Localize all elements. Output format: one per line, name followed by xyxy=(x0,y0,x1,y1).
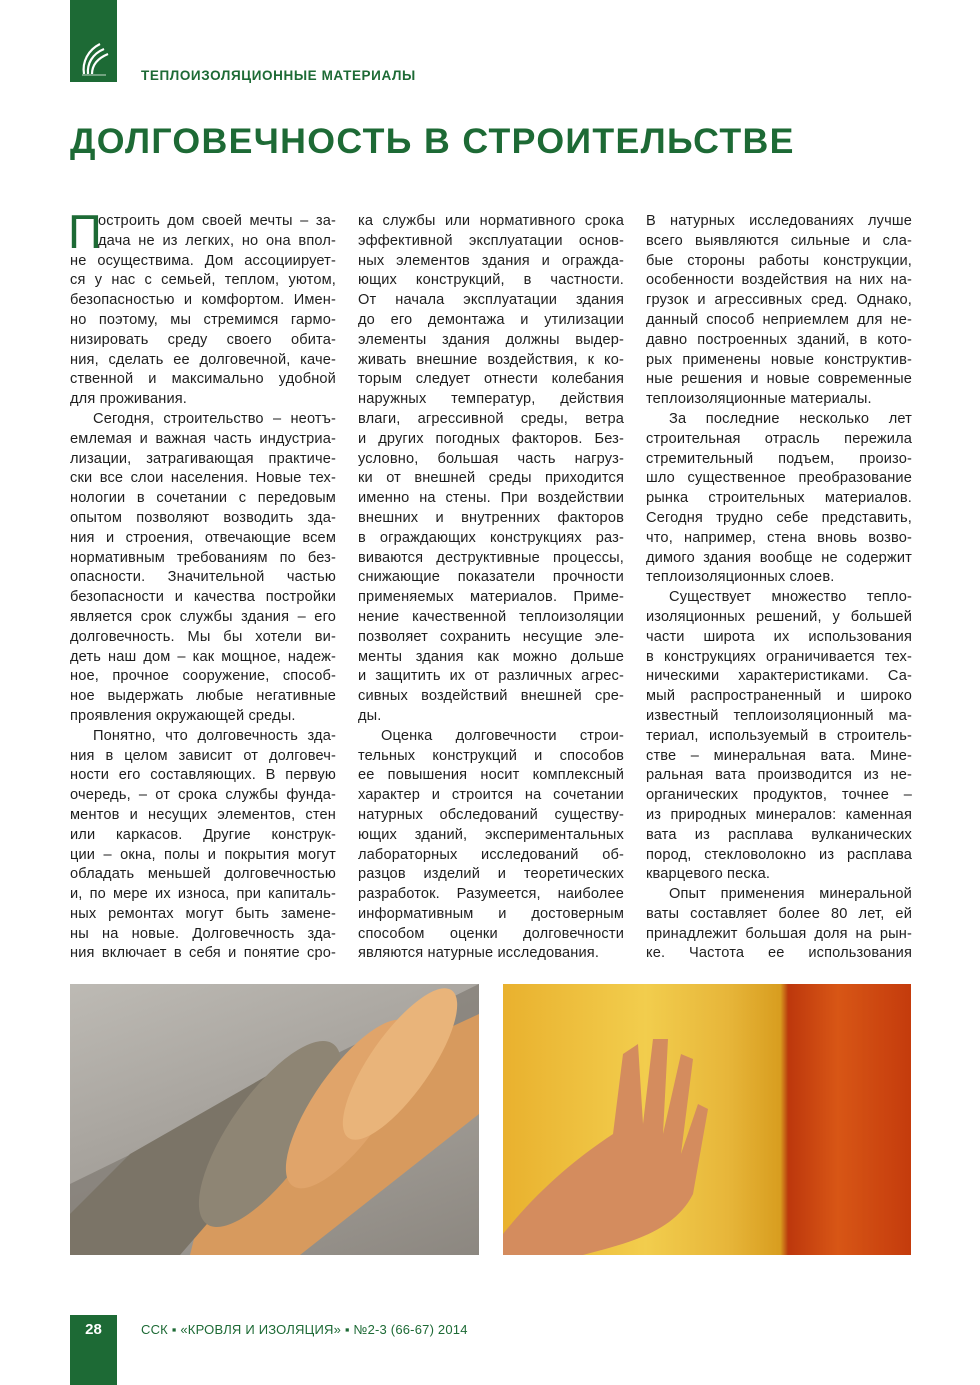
text-line: проявления окружающей среды. xyxy=(70,707,296,724)
text-line: ментов и несущих элементов, стен xyxy=(70,806,336,823)
text-line: принадлежит большая доля на рын- xyxy=(646,925,912,942)
text-line: ральная вата производится из не- xyxy=(646,767,912,784)
text-line: опытом позволяют возводить зда- xyxy=(70,509,336,526)
text-line: живать внешние воздействия, к ко- xyxy=(358,351,624,368)
paragraph xyxy=(646,410,912,588)
text-line: пород, стекловолокно из расплава xyxy=(646,846,912,863)
section-label: ТЕПЛОИЗОЛЯЦИОННЫЕ МАТЕРИАЛЫ xyxy=(141,68,416,83)
text-line: Опыт применения минеральной xyxy=(669,886,912,903)
text-line: ющих конструкций, в частности. xyxy=(358,272,624,289)
text-line: давно построенных зданий, в кото- xyxy=(646,331,912,348)
text-line: данный способ неприемлем для не- xyxy=(646,311,912,328)
text-line: стве – минеральная вата. Мине- xyxy=(646,747,912,764)
text-line: остроить дом своей мечты – за- xyxy=(98,213,336,229)
text-line: За последние несколько лет xyxy=(669,410,912,427)
text-line: рых применены новые конструктив- xyxy=(646,351,912,368)
text-line: особенности воздействия на них на- xyxy=(646,272,912,289)
text-line: бые стороны работы конструкции, xyxy=(646,252,912,269)
text-line: органических продуктов, точнее – xyxy=(646,787,912,804)
text-line: сивных воздействий внешней сре- xyxy=(358,688,624,705)
text-line: натурных обследований существу- xyxy=(358,806,624,823)
text-line: емлемая и важная часть индустриа- xyxy=(70,430,336,447)
text-line: кварцевого песка. xyxy=(646,866,771,883)
text-line: дача не из легких, но она впол- xyxy=(98,232,336,249)
text-line: ды. xyxy=(358,707,382,724)
paragraph xyxy=(70,727,336,965)
publication-footer: ССК ▪ «КРОВЛЯ И ИЗОЛЯЦИЯ» ▪ №2-3 (66-67) 2014 xyxy=(141,1322,468,1337)
text-line: информативным и достоверным xyxy=(358,905,624,922)
footer-green-block xyxy=(70,1315,117,1385)
header-green-block xyxy=(70,0,117,82)
text-line: менты здания как можно дольше xyxy=(358,648,624,665)
text-line: теплоизоляционные материалы. xyxy=(646,391,872,408)
text-line: ваты составляет более 80 лет, ей xyxy=(646,905,912,922)
text-line: ности его составляющих. В первую xyxy=(70,767,336,784)
paragraph xyxy=(358,727,624,965)
text-line: димого здания вообще не содержит xyxy=(646,549,912,566)
text-line: вата из расплава вулканических xyxy=(646,826,912,843)
text-line: Понятно, что долговечность зда- xyxy=(93,727,336,744)
text-line: позволяет сохранить несущие эле- xyxy=(358,628,624,645)
text-line: ся у нас с семьей, теплом, уютом, xyxy=(70,272,336,289)
text-line: части широта их использования xyxy=(646,628,912,645)
text-line: снижающие показатели прочности xyxy=(358,569,624,586)
text-line: ка службы или нормативного срока xyxy=(358,213,624,229)
text-line: нение качественной теплоизоляции xyxy=(358,608,624,625)
text-line: ственной и максимально удобной xyxy=(70,371,336,388)
text-line: и защитить их от различных агрес- xyxy=(358,668,624,685)
text-line: ническими характеристиками. Са- xyxy=(646,668,912,685)
text-line: внешних и внутренних факторов xyxy=(358,509,624,526)
text-line: из природных минералов: каменная xyxy=(646,806,912,823)
text-line: безопасности и качества постройки xyxy=(70,589,336,606)
article-title: ДОЛГОВЕЧНОСТЬ В СТРОИТЕЛЬСТВЕ xyxy=(70,122,795,161)
text-line: ных элементов здания и огражда- xyxy=(358,252,624,269)
text-line: условно, большая часть нагруз- xyxy=(358,450,624,467)
paragraph xyxy=(70,410,336,727)
text-line: ны на новые. Долговечность зда- xyxy=(70,925,336,942)
text-line: ния включает в себя и понятие сро- xyxy=(70,945,336,962)
text-line: лабораторных исследований об- xyxy=(358,846,624,863)
text-line: влаги, агрессивной среды, ветра xyxy=(358,410,624,427)
text-line: известный теплоизоляционный ма- xyxy=(646,707,912,724)
text-line: ное, прочное сооружение, способ- xyxy=(70,668,336,685)
text-line: опасности. Значительной частью xyxy=(70,569,336,586)
text-line: элементы здания должны выдер- xyxy=(358,331,624,348)
text-line: шло существенное преобразование xyxy=(646,470,912,487)
text-line: в конструкциях ограничивается тех- xyxy=(646,648,912,665)
text-line: долговечность. Мы бы хотели ви- xyxy=(70,628,336,645)
text-line: обладать меньшей долговечностью xyxy=(70,866,336,883)
text-line: тельных конструкций и способов xyxy=(358,747,624,764)
text-line: торым следует отнести колебания xyxy=(358,371,624,388)
article-column-1 xyxy=(68,205,336,964)
text-line: грузок и агрессивных сред. Однако, xyxy=(646,292,912,309)
text-line: или каркасов. Другие конструк- xyxy=(70,826,336,843)
text-line: Существует множество тепло- xyxy=(669,589,912,606)
text-line: характер и строится на сочетании xyxy=(358,787,624,804)
text-line: ния в целом зависит от долговеч- xyxy=(70,747,336,764)
hand-on-mineral-wool-illustration xyxy=(503,984,911,1255)
text-line: ски все слои населения. Новые тех- xyxy=(70,470,336,487)
text-line: ее повышения носит комплексный xyxy=(358,767,624,784)
photo-hand-on-wool-and-fire xyxy=(503,984,911,1255)
text-line: ное выдержать любые негативные xyxy=(70,688,336,705)
text-line: мый распространенный и широко xyxy=(646,688,912,705)
text-line: деть наш дом – как мощное, надеж- xyxy=(70,648,336,665)
text-line: стремительный подъем, произо- xyxy=(646,450,912,467)
text-line: ющих зданий, экспериментальных xyxy=(358,826,624,843)
text-line: От начала эксплуатации здания xyxy=(358,292,624,309)
text-line: лизации, затрагивающая практиче- xyxy=(70,450,336,467)
text-line: но поэтому, мы стремимся гармо- xyxy=(70,311,336,328)
text-line: виваются деструктивные процессы, xyxy=(358,549,624,566)
text-line: эффективной эксплуатации основ- xyxy=(358,232,624,249)
text-line: Сегодня, строительство – неотъ- xyxy=(93,410,336,427)
text-line: способом оценки долговечности xyxy=(358,925,624,942)
text-line: ке. Частота ее использования xyxy=(646,945,912,962)
text-line: являются натурные исследования. xyxy=(358,945,600,962)
article-column-3 xyxy=(646,212,912,964)
text-line: теплоизоляционных слоев. xyxy=(646,569,835,586)
text-line: и, по мере их износа, при капиталь- xyxy=(70,886,336,903)
text-line: ных ремонтах могут быть замене- xyxy=(70,905,336,922)
text-line: до его демонтажа и утилизации xyxy=(358,311,624,328)
text-line: териал, используемый в строитель- xyxy=(646,727,912,744)
text-line: что, например, стена вновь возво- xyxy=(646,529,912,546)
text-line: ки от внешней среды приходится xyxy=(358,470,624,487)
paragraph xyxy=(68,205,336,410)
page-number: 28 xyxy=(85,1321,102,1338)
text-line: низировать среду своего обита- xyxy=(70,331,336,348)
text-line: в ограждающих конструкциях раз- xyxy=(358,529,624,546)
text-line: разцов изделий и теоретических xyxy=(358,866,624,883)
text-line: В натурных исследованиях лучше xyxy=(646,213,912,229)
text-line: Сегодня трудно себе представить, xyxy=(646,509,912,526)
text-line: очередь, – от срока службы фунда- xyxy=(70,787,336,804)
text-line: нормативным требованиям по без- xyxy=(70,549,336,566)
article-column-2 xyxy=(358,212,624,964)
text-line: всего выявляются сильные и сла- xyxy=(646,232,912,249)
text-line: и других погодных факторов. Без- xyxy=(358,430,624,447)
text-line: ции – окна, полы и покрытия могут xyxy=(70,846,336,863)
text-line: наружных температур, действия xyxy=(358,391,624,408)
text-line: изоляционных решений, у большей xyxy=(646,608,912,625)
drop-cap: П xyxy=(68,205,102,258)
text-line: применяемых материалов. Приме- xyxy=(358,589,624,606)
paragraph xyxy=(646,212,912,410)
paragraph xyxy=(646,885,912,964)
magazine-logo-icon xyxy=(78,38,110,76)
photo-insulation-rolls xyxy=(70,984,479,1255)
text-line: ния и строения, отвечающие всем xyxy=(70,529,336,546)
text-line: рынка строительных материалов. xyxy=(646,490,912,507)
insulation-rolls-illustration xyxy=(70,984,479,1255)
text-line: Оценка долговечности строи- xyxy=(381,727,624,744)
text-line: ния, сделать ее долговечной, каче- xyxy=(70,351,336,368)
paragraph xyxy=(358,212,624,727)
text-line: строительная отрасль пережила xyxy=(646,430,912,447)
text-line: разработок. Разумеется, наиболее xyxy=(358,886,624,903)
text-line: ные решения и новые современные xyxy=(646,371,912,388)
text-line: нологии в сочетании с передовым xyxy=(70,490,336,507)
text-line: именно на стены. При воздействии xyxy=(358,490,624,507)
text-line: не осуществима. Дом ассоциирует- xyxy=(70,252,336,269)
text-line: является срок службы здания – его xyxy=(70,608,336,625)
text-line: безопасностью и комфортом. Имен- xyxy=(70,292,336,309)
text-line: для проживания. xyxy=(70,391,187,408)
paragraph xyxy=(646,588,912,885)
